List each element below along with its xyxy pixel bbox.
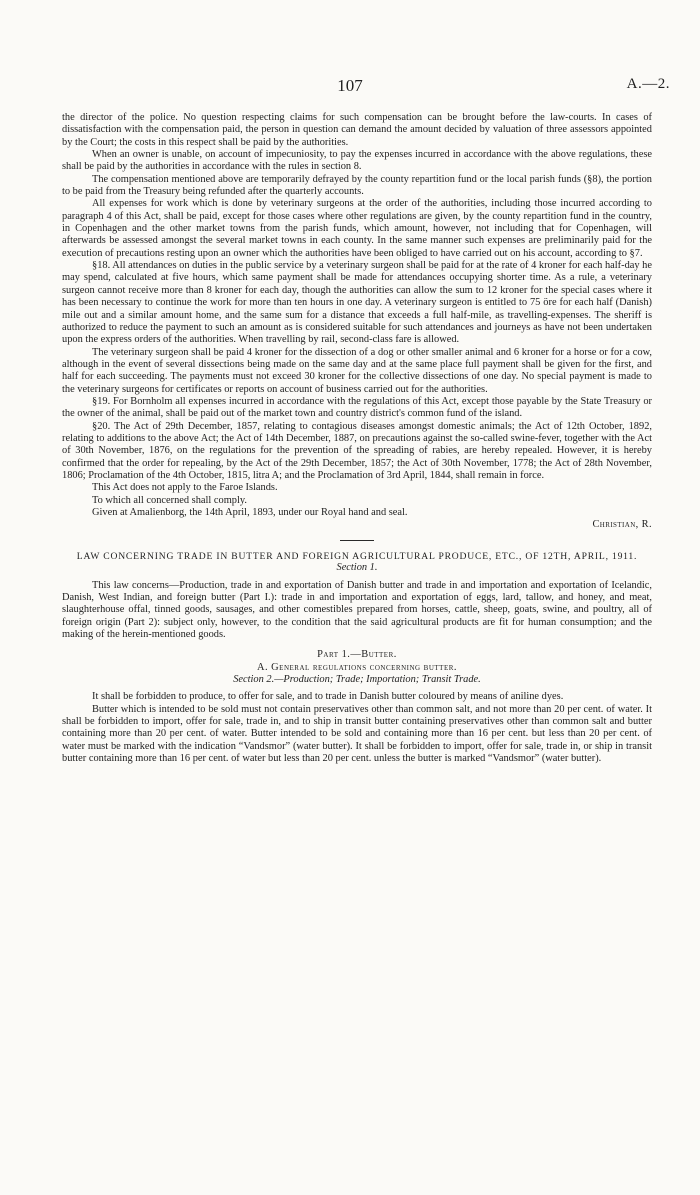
document-reference: A.—2. <box>626 76 670 92</box>
paragraph: All expenses for work which is done by veterinary surgeons at the order of the authorities, including those incurred according to paragraph 4 of this Act, shall be paid, except for those cases where other regulations are given, by the county repartition fund in the country, in Copenhagen and the other market towns from the parish funds, which amount, however, not including that for Copenhagen, will afterwards be assessed amongst the several market towns in each county. In the same manner such expenses are preliminarily paid for the execution of precautions resting upon an owner which the authorities have been obliged to have carried out on his account, according to §7. <box>62 198 652 259</box>
subheading-general-regulations: A. General regulations concerning butter. <box>256 661 458 673</box>
paragraph: When an owner is unable, on account of impecuniosity, to pay the expenses incurred in accordance with the above regulations, these shall be paid by the authorities in accordance with the rules in section 8. <box>62 149 652 173</box>
paragraph: It shall be forbidden to produce, to offer for sale, and to trade in Danish butter coloured by means of aniline dyes. <box>92 691 564 703</box>
paragraph-section-19: §19. For Bornholm all expenses incurred in accordance with the regulations of this Act, except those payable by the State Treasury or the owner of the animal, shall be paid out of the market town and country district's common fund of the island. <box>62 395 652 420</box>
paragraph: To which all concerned shall comply. <box>92 494 247 506</box>
body-text <box>62 112 652 765</box>
law-title: LAW CONCERNING TRADE IN BUTTER AND FOREIGN AGRICULTURAL PRODUCE, ETC., OF 12TH, APRIL, 1911. <box>76 550 638 562</box>
section-1-heading: Section 1. <box>336 562 378 574</box>
signature: Christian, R. <box>592 519 652 531</box>
section-divider <box>340 540 374 541</box>
paragraph: Given at Amalienborg, the 14th April, 1893, under our Royal hand and seal. <box>92 507 408 518</box>
paragraph: The veterinary surgeon shall be paid 4 kroner for the dissection of a dog or other smaller animal and 6 kroner for a horse or for a cow, although in the event of several dissections being made on the same day and at the same place full payment shall be given for the first, and half for each succeeding. The payments must not exceed 30 kroner for the collective dissections of one day. No special payment is made to the veterinary surgeons for certificates or reports on account of business carried out for the authorities. <box>62 346 652 395</box>
paragraph: This Act does not apply to the Faroe Islands. <box>92 482 278 494</box>
paragraph: the director of the police. No question respecting claims for such compensation can be brought before the law-courts. In cases of dissatisfaction with the compensation paid, the person in question can demand the amount decided by valuation of three assessors appointed by the Court; the costs in this respect shall be paid by the authorities. <box>62 112 652 148</box>
page-header <box>0 76 700 98</box>
paragraph: The compensation mentioned above are temporarily defrayed by the county repartition fund or the local parish funds (§8), the portion to be paid from the Treasury being refunded after the quarterly accounts. <box>62 173 652 198</box>
section-2-heading: Section 2.—Production; Trade; Importation; Transit Trade. <box>233 673 481 685</box>
section-1-text: This law concerns—Production, trade in and exportation of Danish butter and trade in and importation and exportation of Icelandic, Danish, West Indian, and foreign butter (Part I.): trade in and importation and exportation of eggs, lard, tallow, and honey, and meat, slaughterhouse offal, tinned goods, sausages, and other comestibles prepared from horses, cattle, sheep, goats, swine, and poultry, all of foreign origin (Part 2): subject only, however, to the condition that the said agricultural products are fit for human consumption; and the making of the herein-mentioned goods. <box>62 579 652 640</box>
paragraph-section-20: §20. The Act of 29th December, 1857, relating to contagious diseases amongst domestic animals; the Act of 12th October, 1892, relating to additions to the above Act; the Act of 14th December, 1887, on precautions against the so-called swine-fever, together with the Act of 30th November, 1876, on the regulations for the prevention of the spreading of rabies, are hereby repealed. However, it is hereby confirmed that the order for repealing, by the Act of the 29th December, 1857; the Act of 30th November, 1778; the Act of 28th November, 1806; Proclamation of the 4th October, 1815, litra A; and the Proclamation of 3rd April, 1844, shall remain in force. <box>62 420 652 481</box>
paragraph-section-18: §18. All attendances on duties in the public service by a veterinary surgeon shall be paid for at the rate of 4 kroner for each half-day he may spend, calculated at five hours, which same payment shall be made for attendances occupying shorter time. As a rule, a veterinary surgeon cannot receive more than 8 kroner for each day, though the authorities can allow the sum to 12 kroner for the special cases where it has been necessary to continue the work for more than ten hours in one day. A veterinary surgeon is entitled to 75 öre for each half (Danish) mile out and a similar amount home, and the same sum for a distance that exceeds a full half-mile, as travelling-expenses. The sheriff is authorized to reduce the payment to such an amount as is considered suitable for such attendances and journeys as have not been undertaken upon the express orders of the authorities. When travelling by rail, second-class fare is allowed. <box>62 260 652 346</box>
paragraph: Butter which is intended to be sold must not contain preservatives other than common salt, and not more than 20 per cent. of water. It shall be forbidden to import, offer for sale, trade in, and to ship in transit butter containing preservatives other than common salt and butter containing more than 20 per cent. of water. Butter intended to be sold and containing more than 16 per cent. but less than 20 per cent. of water must be marked with the indication “Vandsmor” (water butter). It shall be forbidden to import, offer for sale, trade in, or ship in transit butter containing more than 16 per cent. of water but less than 20 per cent. unless the butter is marked “Vandsmor” (water butter). <box>62 703 652 764</box>
part-1-heading: Part 1.—Butter. <box>317 649 397 661</box>
page-number: 107 <box>337 76 363 95</box>
